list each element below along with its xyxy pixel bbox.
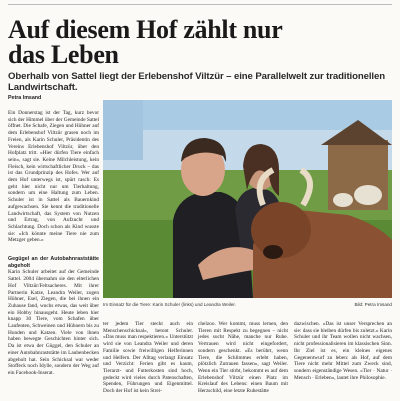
photo-caption [103,302,392,307]
article-column-1b [8,254,99,377]
photo-credit: Bild: Petra Imsand [354,302,392,307]
photo-illustration [103,100,392,298]
column-1b-text: Karin Schuler arbeitet auf der Gemeinde Sattel. 2004 übernahm sie den elterlichen Hof Viltzür/Feltsacheres. Mit ihrer Partnerin Katze, Leandra Weiler, zogen Hühner, Esel, Ziegen, die bei ihnen ein Zuhause fand, wuchs etwas, das weit über ein Hobby hinausgeht. Heute leben hier knapp 30 Tiere, vom Schafen über Laufenten, Schweinen und Hühnern bis zu Hunden und Katzen. Viele von ihnen haben bewegte Geschichten hinter sich. Da ist etwa der Güggel, den Schuler an einer Autobahnraststätte im Laubenbecken abgeholt hat. Sein Schicksal war weder Stoffeck noch Idylle, sondern der Weg auf ein Facebook-Inserat. [8,269,99,376]
column-1-text: Ein Donnerstag ist der Tag, kurz bevor sich der Himmel über der Gemeinde Sattel öffnet. Die Schafe, Ziegen und Hühner auf dem Erlebenshof Viltzür grasen noch im Freien, als Karin Schuler, Präsidentin des Vereins Erlebenshof Viltzür, über den Hofplatz tritt. «Hier dürfen Tiere einfach sein», sagt sie. Keine Milchleistung, kein Fleisch, kein wirtschaftlicher Druck – das ist das Grundprinzip des Hofes. Wer auf dem Hof unterwegs ist, spürt rasch: Es geht hier nicht nur um Tierhaltung, sondern um eine Haltung zum Leben. Schuler ist in Sattel als Bauernkind aufgewachsen. Sie kennt die traditionelle Landwirtschaft, das System von Nutzen und Ertrag, von Aufzucht und Schlachtung. Doch schon als Kind wusste sie: «Ich könnte meine Tiere nie zum Metzger geben.» [8,110,99,244]
headline: Auf diesem Hof zählt nur das Leben [8,15,282,69]
subheading: Gegügel an der Autobahnraststätte abgeholt [8,256,99,269]
caption-text: Im Einsatz für die Tiere: Karin Schuler (links) und Leandra Weiler. [103,302,236,307]
article-column-1 [8,110,99,244]
lead-paragraph: Oberhalb von Sattel liegt der Erlebenshof Viltzür – eine Parallelwelt zur traditionellen Landwirtschaft. [8,71,385,93]
article-column-4: dazwischen. «Das ist unser Versprechen an sie: dass sie bleiben dürfen bis zuletzt.» Karin Schuler und ihr Team wollen nicht wachsen, nicht professionalisieren im klassischen Sinn. Ihr Ziel ist es, ein kleines eigenes Gegenentwurf zu leben: als Hof, auf dem Tiere nicht mehr Mittel zum Zweck sind, sondern eigenständige Wesen. «Tier · Natur · Mensch · Erleben», lautet ihre Philosophie. [294,321,392,381]
author-byline: Petra Imsand [8,95,42,101]
article-column-3: chelzoo. Wer kommt, muss lernen, den Tieren mit Respekt zu begegnen – nicht jedes sucht Nähe, manche nur Ruhe. Vertrauen wird nicht eingefordert, sondern geschenkt. «Es berührt, wenn Tiere, die Schlimmes erlebt haben, plötzlich Zutrauen fassen», sagt Weiler. Wenn ein Tier stirbt, bekommt es auf dem Erlebenshof Viltzür einen Platz im Kreislauf des Lebens: einen Baum mit Herzschild, eine letzte Ruhestätte [198,321,288,395]
article-photo [103,100,392,298]
page-header-rule [8,0,392,5]
article-column-2: ter jedem Tier steckt auch ein Menschenschicksal», betont Schuler. «Das muss man respektieren.» Unterstützt wird sie von Leandra Weiler und deren Familie sowie freiwilligen Helferinnen und Helfern. Der Alltag verlangt Einsatz und Verzicht: Ferien gibt es kaum, Tierarzt- und Futterkosten sind hoch, gedeckt wird vieles durch Patenschaften, Spenden, Führungen und Eigenmittel. Doch der Hof ist kein Strei- [103,321,193,395]
